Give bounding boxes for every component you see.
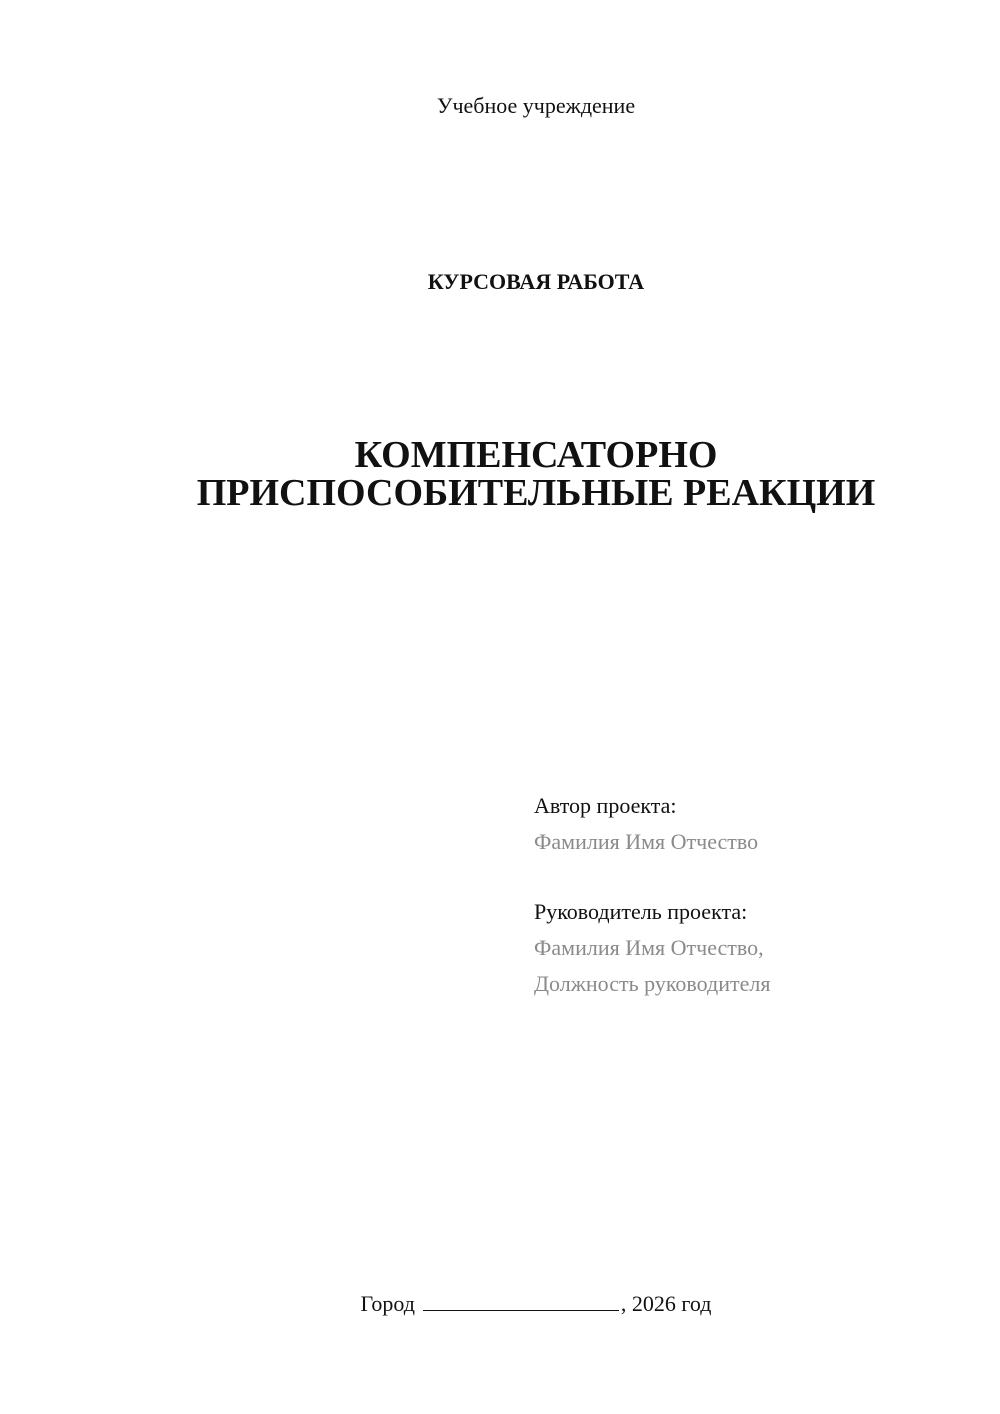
author-value: Фамилия Имя Отчество: [534, 829, 759, 854]
work-type: КУРСОВАЯ РАБОТА: [427, 269, 645, 294]
footer-city-year: [0, 1290, 1000, 1318]
institution-name: Учебное учреждение: [436, 93, 636, 118]
footer-city-label: Город: [360, 1291, 415, 1316]
project-meta: [534, 788, 974, 1002]
supervisor-value-line-2: Должность руководителя: [534, 971, 771, 996]
meta-spacer: [534, 860, 974, 894]
supervisor-label: Руководитель проекта:: [534, 899, 748, 924]
document-title: [0, 436, 1000, 512]
city-blank-line: [423, 1290, 619, 1311]
footer-year: , 2026 год: [620, 1291, 712, 1316]
title-line-2: ПРИСПОСОБИТЕЛЬНЫЕ РЕАКЦИИ: [196, 472, 876, 514]
author-label: Автор проекта:: [534, 793, 677, 818]
title-line-1: КОМПЕНСАТОРНО: [354, 434, 718, 476]
supervisor-value-line-1: Фамилия Имя Отчество,: [534, 935, 764, 960]
